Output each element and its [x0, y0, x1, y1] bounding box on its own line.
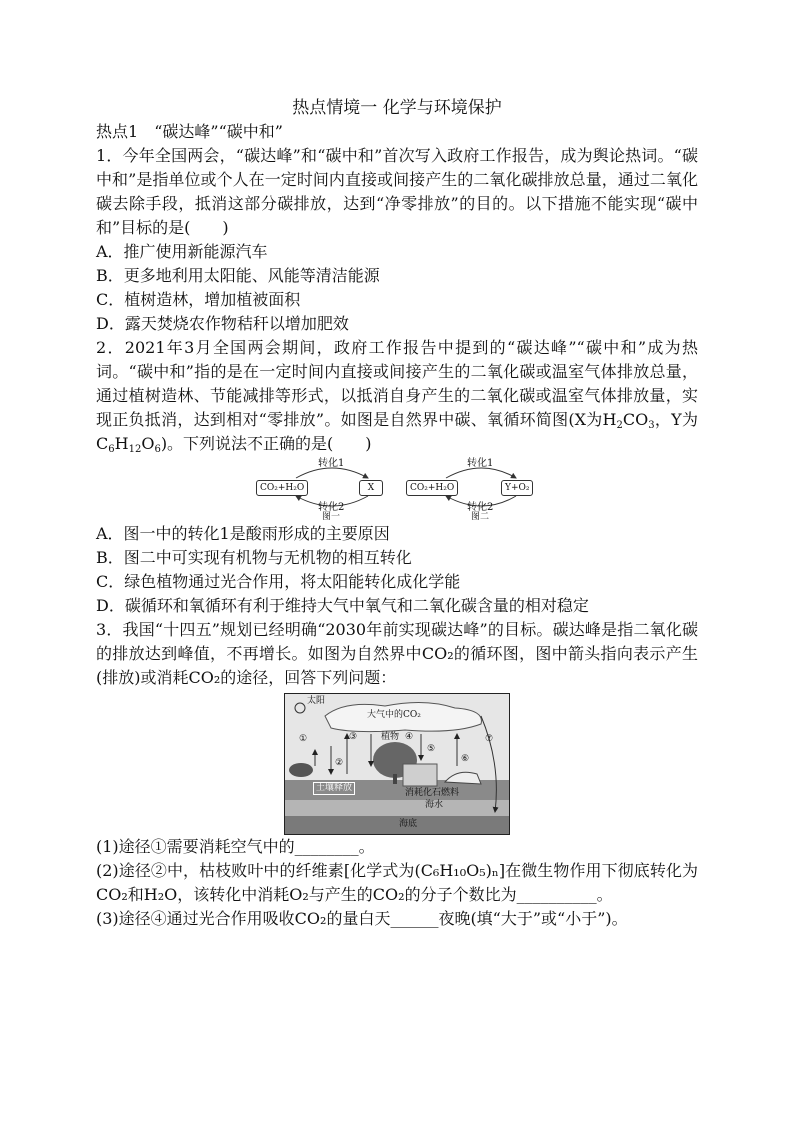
- section-label: 热点1: [96, 122, 139, 141]
- q2-option-d: D．碳循环和氧循环有利于维持大气中氧气和二氧化碳含量的相对稳定: [96, 596, 589, 615]
- fig2-caption: 图二: [471, 512, 490, 522]
- fig1-caption: 图一: [322, 512, 341, 522]
- marker-5: ⑤: [427, 744, 436, 754]
- q2-option-a: A．图一中的转化1是酸雨形成的主要原因: [96, 524, 390, 543]
- q1-option-a: A．推广使用新能源汽车: [96, 242, 268, 261]
- q2-option-c: C．绿色植物通过光合作用，将太阳能转化成化学能: [96, 572, 461, 591]
- document-page: [96, 96, 698, 931]
- marker-2: ②: [335, 758, 344, 768]
- q2-stem: 2．2021年3月全国两会期间，政府工作报告中提到的“碳达峰”“碳中和”成为热词。“碳中和”指的是在一定时间内直接或间接产生的二氧化碳或温室气体排放总量，通过植树造林、节能减排等形式，以抵消自身产生的二氧化碳或温室气体排放量，实现正负抵消，达到相对“零排放”。如图是自然界中碳、氧循环简图(X为$H_2CO_3$，Y为$C_6H_{12}O_6$)。下列说法不正确的是( ): [96, 338, 698, 455]
- co2-cycle-figure: [96, 693, 698, 833]
- page-title: 热点情境一 化学与环境保护: [292, 98, 502, 118]
- q1-option-c: C．植树造林，增加植被面积: [96, 290, 301, 309]
- label-sea: 海水: [425, 800, 444, 810]
- label-plant: 植物: [381, 732, 400, 742]
- label-atmosphere: 大气中的CO₂: [367, 710, 421, 720]
- q3-sub2: (2)途径②中，枯枝败叶中的纤维素[化学式为(C₆H₁₀O₅)ₙ]在微生物作用下彻底转化为CO₂和H₂O，该转化中消耗O₂与产生的CO₂的分子个数比为__________。: [96, 861, 698, 904]
- marker-1: ①: [299, 734, 308, 744]
- label-seabed: 海底: [399, 819, 418, 829]
- q3-stem: 3．我国“十四五”规划已经明确“2030年前实现碳达峰”的目标。碳达峰是指二氧化碳的排放达到峰值，不再增长。如图为自然界中CO₂的循环图，图中箭头指向表示产生(排放)或消耗CO₂的途径，回答下列问题：: [96, 620, 698, 687]
- marker-7: ⑦: [485, 734, 494, 744]
- cycle-arrows: [96, 458, 698, 520]
- label-soil: 土壤释放: [313, 782, 355, 795]
- q1-option-d: D．露天焚烧农作物秸秆以增加肥效: [96, 314, 349, 333]
- section-name: “碳达峰”“碳中和”: [154, 122, 283, 141]
- fig2-left-box: CO₂+H₂O: [406, 480, 458, 496]
- cycle-diagram: [96, 458, 698, 520]
- fig1-top-label: 转化1: [318, 458, 345, 469]
- q1-stem: 1．今年全国两会，“碳达峰”和“碳中和”首次写入政府工作报告，成为舆论热词。“碳中和”是指单位或个人在一定时间内直接或间接产生的二氧化碳排放总量，通过二氧化碳去除手段，抵消这部分碳排放，达到“净零排放”的目的。以下措施不能实现“碳中和”目标的是( ): [96, 146, 698, 237]
- section-heading: [96, 120, 698, 144]
- marker-6: ⑥: [461, 754, 470, 764]
- q1-option-b: B．更多地利用太阳能、风能等清洁能源: [96, 266, 380, 285]
- fig2-right-box: Y+O₂: [501, 480, 533, 496]
- label-fossil: 消耗化石燃料: [405, 788, 460, 798]
- fig1-left-box: CO₂+H₂O: [256, 480, 308, 496]
- fig2-top-label: 转化1: [467, 458, 494, 469]
- fig1-bottom-label: 转化2: [318, 502, 345, 513]
- q3-sub1: (1)途径①需要消耗空气中的________。: [96, 837, 375, 856]
- q2-option-b: B．图二中可实现有机物与无机物的相互转化: [96, 548, 412, 567]
- q3-sub3: (3)途径④通过光合作用吸收CO₂的量白天______夜晚(填“大于”或“小于”)。: [96, 909, 628, 928]
- fig1-x-box: X: [359, 480, 383, 496]
- co2-cycle-scene: [284, 693, 510, 835]
- marker-3: ③: [349, 732, 358, 742]
- marker-4: ④: [405, 732, 414, 742]
- label-sun: 太阳: [307, 696, 326, 706]
- fig2-bottom-label: 转化2: [467, 502, 494, 513]
